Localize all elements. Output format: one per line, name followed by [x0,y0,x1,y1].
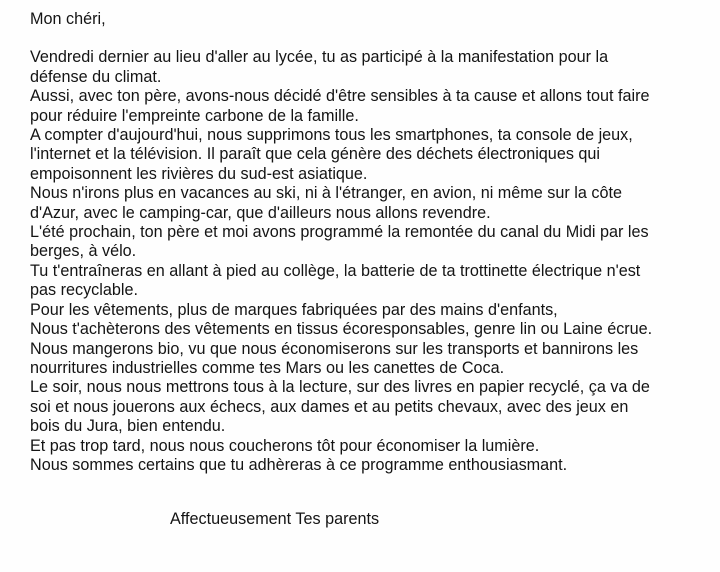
letter-line: défense du climat. [30,67,162,86]
letter-line: Le soir, nous nous mettrons tous à la lecture, sur des livres en papier recyclé, ça va de [30,378,650,397]
letter-line: berges, à vélo. [30,242,137,261]
letter-signature: Affectueusement Tes parents [170,510,380,528]
letter-line: Tu t'entraîneras en allant à pied au collège, la batterie de ta trottinette électrique n'est [30,261,641,280]
letter-line: empoisonnent les rivières du sud-est asiatique. [30,164,368,183]
letter-line: Nous t'achèterons des vêtements en tissus écoresponsables, genre lin ou Laine écrue. [30,320,653,339]
letter-line: pour réduire l'empreinte carbone de la famille. [30,106,359,125]
letter-line: Pour les vêtements, plus de marques fabriquées par des mains d'enfants, [30,300,558,319]
letter-line: nourritures industrielles comme tes Mars ou les canettes de Coca. [30,358,505,377]
letter-line: d'Azur, avec le camping-car, que d'ailleurs nous allons revendre. [30,203,491,222]
letter-line: Nous n'irons plus en vacances au ski, ni à l'étranger, en avion, ni même sur la côte [30,184,622,203]
letter-line: Aussi, avec ton père, avons-nous décidé d'être sensibles à ta cause et allons tout faire [30,87,650,106]
letter-line: pas recyclable. [30,281,138,300]
letter-line: L'été prochain, ton père et moi avons programmé la remontée du canal du Midi par les [30,223,649,242]
letter-line: Vendredi dernier au lieu d'aller au lycée, tu as participé à la manifestation pour la [30,48,609,67]
letter-line: soi et nous jouerons aux échecs, aux dames et au petits chevaux, avec des jeux en [30,397,629,416]
letter-greeting: Mon chéri, [30,10,106,28]
letter-line: bois du Jura, bien entendu. [30,417,226,436]
letter-body [30,10,710,475]
letter-line: Nous mangerons bio, vu que nous économiserons sur les transports et bannirons les [30,339,639,358]
paragraph-spacer [30,29,710,48]
letter-line: A compter d'aujourd'hui, nous supprimons tous les smartphones, ta console de jeux, [30,126,633,145]
letter-line: l'internet et la télévision. Il paraît que cela génère des déchets électroniques qui [30,145,601,164]
letter-line: Et pas trop tard, nous nous coucherons tôt pour économiser la lumière. [30,436,540,455]
letter-line: Nous sommes certains que tu adhèreras à ce programme enthousiasmant. [30,455,568,474]
